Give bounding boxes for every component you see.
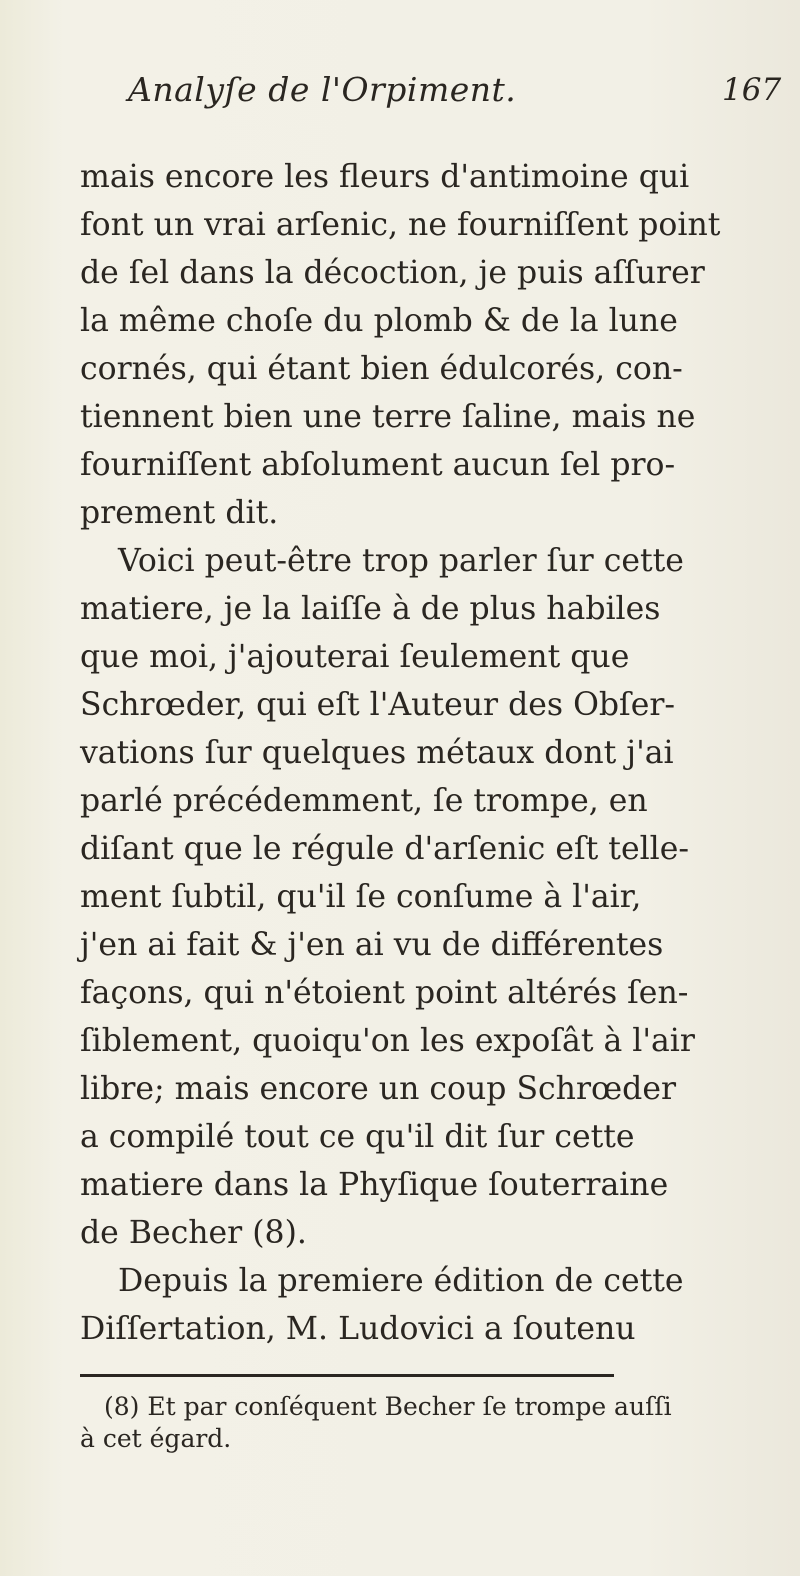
paragraph-start-line: Voici peut-être trop parler ſur cette xyxy=(118,543,684,579)
text-line: ſiblement, quoiqu'on les expoſât à l'air xyxy=(80,1023,695,1059)
text-line: j'en ai fait & j'en ai vu de différentes xyxy=(80,927,664,963)
text-line: de ſel dans la décoction, je puis aſſurer xyxy=(80,255,705,291)
text-line: vations ſur quelques métaux dont j'ai xyxy=(80,735,674,771)
text-line: tiennent bien une terre ſaline, mais ne xyxy=(80,399,696,435)
text-line: de Becher (8). xyxy=(80,1215,307,1251)
text-line: façons, qui n'étoient point altérés ſen- xyxy=(80,975,689,1011)
paragraph-start-line: Depuis la premiere édition de cette xyxy=(118,1263,684,1299)
text-line: cornés, qui étant bien édulcorés, con- xyxy=(80,351,683,387)
text-line: ment ſubtil, qu'il ſe conſume à l'air, xyxy=(80,879,642,915)
text-line: matiere, je la laiſſe à de plus habiles xyxy=(80,591,661,627)
text-line: fourniſſent abſolument aucun ſel pro- xyxy=(80,447,676,483)
page-header xyxy=(0,68,800,128)
text-line: que moi, j'ajouterai ſeulement que xyxy=(80,639,630,675)
text-line: la même choſe du plomb & de la lune xyxy=(80,303,678,339)
text-line: a compilé tout ce qu'il dit ſur cette xyxy=(80,1119,635,1155)
page-number: 167 xyxy=(722,72,782,108)
footnote-line: à cet égard. xyxy=(80,1424,232,1453)
text-line: font un vrai arſenic, ne fourniſſent point xyxy=(80,207,721,243)
text-line: libre; mais encore un coup Schrœder xyxy=(80,1071,677,1107)
text-line: parlé précédemment, ſe trompe, en xyxy=(80,783,648,819)
text-line: matiere dans la Phyſique ſouterraine xyxy=(80,1167,669,1203)
text-line: Schrœder, qui eſt l'Auteur des Obſer- xyxy=(80,687,676,723)
text-line: Diſſertation, M. Ludovici a ſoutenu xyxy=(80,1311,636,1347)
footnote-line: (8) Et par conſéquent Becher ſe trompe auſſi xyxy=(104,1392,672,1421)
text-line: prement dit. xyxy=(80,495,279,531)
running-title: Analyſe de l'Orpiment. xyxy=(128,70,517,109)
text-line: diſant que le régule d'arſenic eſt telle- xyxy=(80,831,690,867)
footnote-rule xyxy=(80,1374,614,1377)
text-line: mais encore les fleurs d'antimoine qui xyxy=(80,159,690,195)
